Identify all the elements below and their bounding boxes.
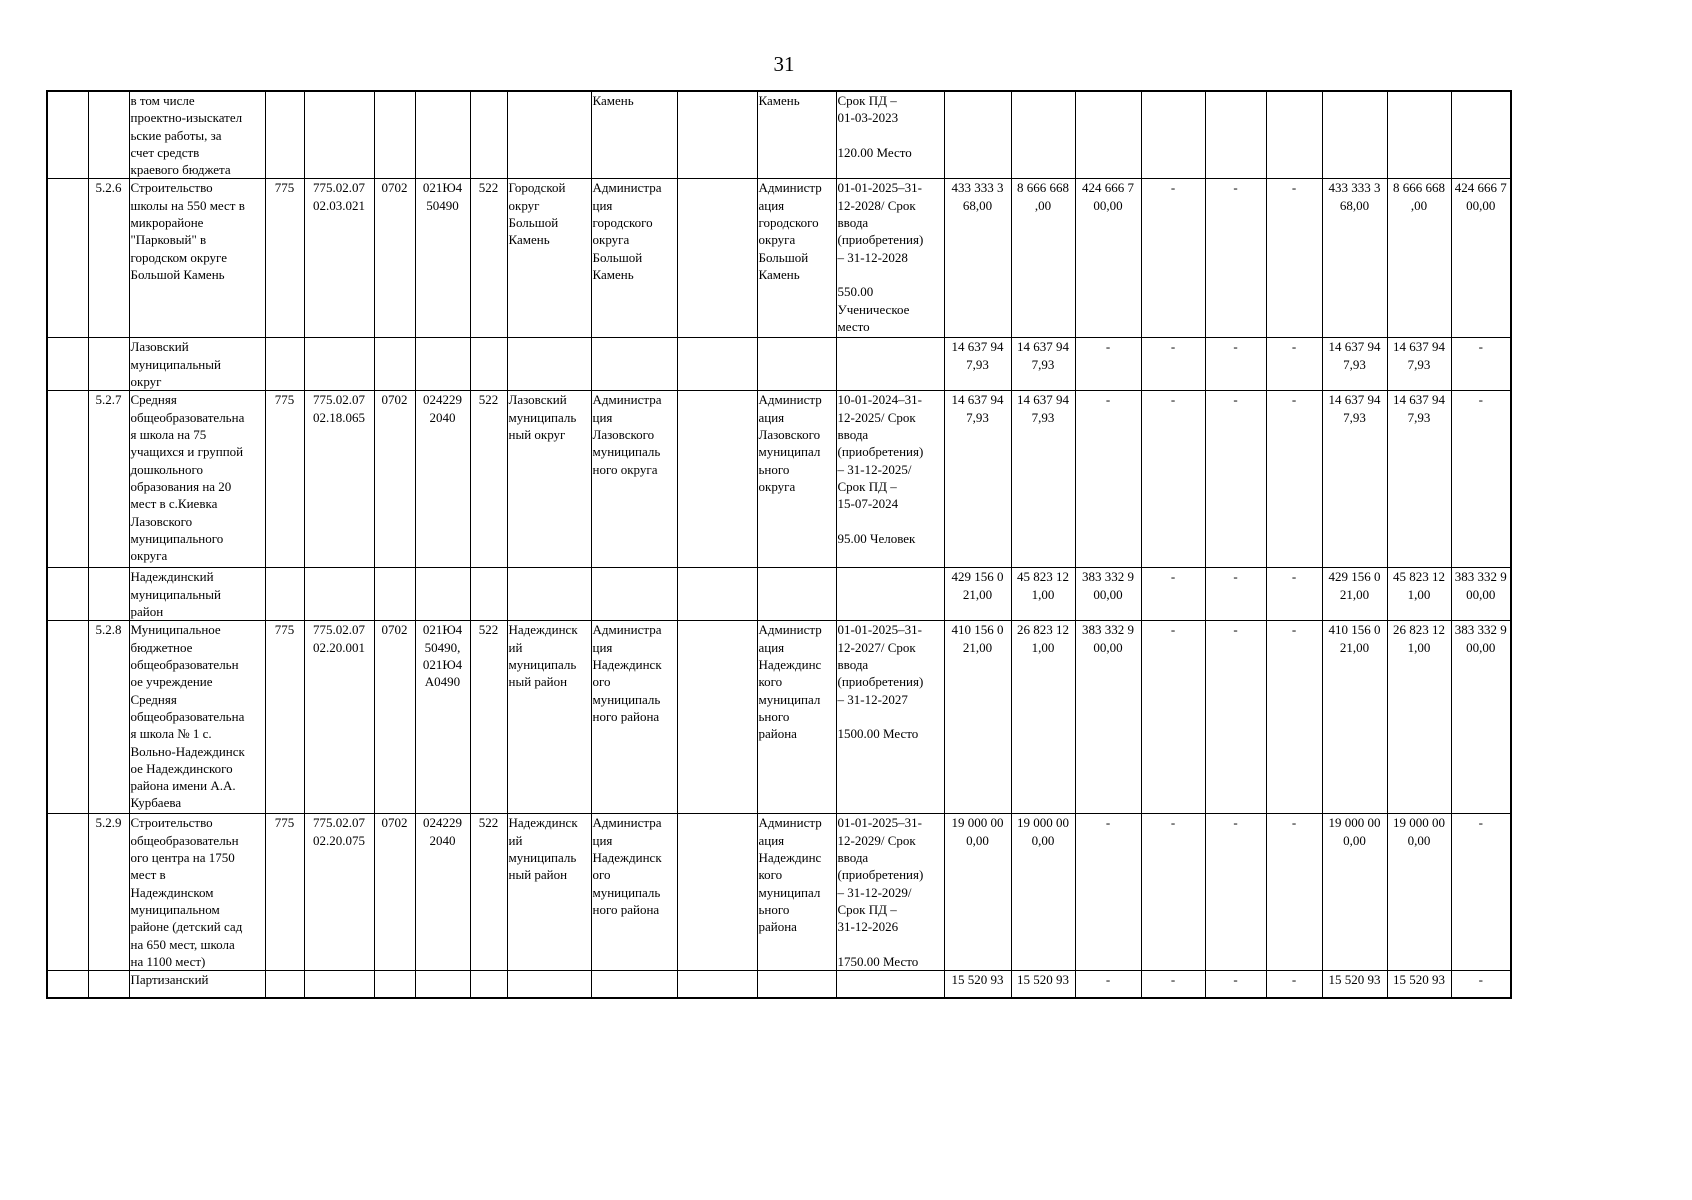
funding-year-3-cell: - [1141, 971, 1205, 999]
funding-year-2-cell: - [1075, 814, 1141, 971]
customer-cell [591, 338, 677, 391]
item-number-cell: 5.2.7 [88, 391, 129, 568]
object-name-cell: Средняя общеобразовательна я школа на 75 учащихся и группой дошкольного образования на 20 мест в с.Киевка Лазовского муниципального округа [129, 391, 265, 568]
regional-year-1-cell: 14 637 94 7,93 [1387, 338, 1451, 391]
developer-cell [757, 338, 836, 391]
funding-year-2-cell: - [1075, 391, 1141, 568]
item-number-cell: 5.2.8 [88, 621, 129, 814]
customer-cell: Камень [591, 91, 677, 179]
funding-total-cell: 433 333 3 68,00 [944, 179, 1011, 338]
regional-total-cell: 19 000 00 0,00 [1322, 814, 1387, 971]
funding-total-cell: 14 637 94 7,93 [944, 391, 1011, 568]
blank-cell-cell [47, 814, 88, 971]
expense-type-cell: 522 [470, 179, 507, 338]
municipality-cell: Городской округ Большой Камень [507, 179, 591, 338]
developer-cell: Администр ация городского округа Большой Камень [757, 179, 836, 338]
blank-cell-cell [47, 338, 88, 391]
section-code-cell [374, 338, 415, 391]
terms-and-capacity-cell [836, 568, 944, 621]
funding-total-cell: 19 000 00 0,00 [944, 814, 1011, 971]
regional-year-1-cell: 15 520 93 [1387, 971, 1451, 999]
regional-total-cell: 14 637 94 7,93 [1322, 391, 1387, 568]
funding-year-1-cell: 26 823 12 1,00 [1011, 621, 1075, 814]
municipality-cell: Надеждинск ий муниципаль ный район [507, 621, 591, 814]
object-name-cell: Лазовский муниципальный округ [129, 338, 265, 391]
funding-year-4-cell: - [1205, 338, 1266, 391]
object-name-cell: Надеждинский муниципальный район [129, 568, 265, 621]
regional-year-1-cell [1387, 91, 1451, 179]
empty-column-cell [677, 971, 757, 999]
municipality-cell: Лазовский муниципаль ный округ [507, 391, 591, 568]
blank-cell-cell [47, 179, 88, 338]
object-code-cell [304, 568, 374, 621]
funding-year-5-cell: - [1266, 568, 1322, 621]
terms-and-capacity-cell: 01-01-2025–31- 12-2029/ Срок ввода (приобретения) – 31-12-2029/ Срок ПД – 31-12-2026 1750.00 Место [836, 814, 944, 971]
customer-cell: Администра ция городского округа Большой Камень [591, 179, 677, 338]
funding-year-4-cell: - [1205, 568, 1266, 621]
target-article-cell: 021Ю4 50490, 021Ю4 А0490 [415, 621, 470, 814]
customer-cell: Администра ция Лазовского муниципаль ного округа [591, 391, 677, 568]
grbs-code-cell: 775 [265, 814, 304, 971]
object-name-cell: Строительство школы на 550 мест в микрорайоне "Парковый" в городском округе Большой Камень [129, 179, 265, 338]
object-code-cell: 775.02.07 02.03.021 [304, 179, 374, 338]
regional-year-1-cell: 14 637 94 7,93 [1387, 391, 1451, 568]
object-name-cell: Строительство общеобразовательн ого центра на 1750 мест в Надеждинском муниципальном районе (детский сад на 650 мест, школа на 1100 мест) [129, 814, 265, 971]
object-name-cell: Муниципальное бюджетное общеобразовательн ое учреждение Средняя общеобразовательна я школа № 1 с. Вольно-Надеждинск ое Надеждинского района имени А.А. Курбаева [129, 621, 265, 814]
object-code-cell [304, 971, 374, 999]
regional-year-2-cell: 383 332 9 00,00 [1451, 621, 1511, 814]
regional-total-cell: 433 333 3 68,00 [1322, 179, 1387, 338]
grbs-code-cell: 775 [265, 621, 304, 814]
item-number-cell: 5.2.6 [88, 179, 129, 338]
target-article-cell [415, 568, 470, 621]
regional-total-cell: 14 637 94 7,93 [1322, 338, 1387, 391]
funding-year-5-cell: - [1266, 814, 1322, 971]
table-row [47, 179, 1511, 338]
table-row [47, 814, 1511, 971]
empty-column-cell [677, 568, 757, 621]
blank-cell-cell [47, 568, 88, 621]
regional-year-1-cell: 45 823 12 1,00 [1387, 568, 1451, 621]
item-number-cell [88, 971, 129, 999]
expense-type-cell [470, 91, 507, 179]
funding-year-4-cell: - [1205, 621, 1266, 814]
funding-year-3-cell [1141, 91, 1205, 179]
regional-total-cell: 410 156 0 21,00 [1322, 621, 1387, 814]
section-code-cell [374, 971, 415, 999]
grbs-code-cell [265, 971, 304, 999]
target-article-cell: 021Ю4 50490 [415, 179, 470, 338]
target-article-cell [415, 971, 470, 999]
customer-cell: Администра ция Надеждинск ого муниципаль ного района [591, 814, 677, 971]
item-number-cell [88, 568, 129, 621]
developer-cell: Камень [757, 91, 836, 179]
regional-year-2-cell: 383 332 9 00,00 [1451, 568, 1511, 621]
funding-total-cell: 14 637 94 7,93 [944, 338, 1011, 391]
customer-cell [591, 971, 677, 999]
funding-year-2-cell: - [1075, 971, 1141, 999]
funding-year-4-cell: - [1205, 179, 1266, 338]
funding-year-2-cell: 383 332 9 00,00 [1075, 568, 1141, 621]
target-article-cell: 024229 2040 [415, 391, 470, 568]
funding-year-1-cell: 14 637 94 7,93 [1011, 391, 1075, 568]
grbs-code-cell [265, 338, 304, 391]
grbs-code-cell: 775 [265, 391, 304, 568]
funding-total-cell [944, 91, 1011, 179]
regional-year-1-cell: 8 666 668 ,00 [1387, 179, 1451, 338]
table-row [47, 971, 1511, 999]
funding-year-3-cell: - [1141, 391, 1205, 568]
funding-year-5-cell: - [1266, 391, 1322, 568]
terms-and-capacity-cell: 10-01-2024–31- 12-2025/ Срок ввода (приобретения) – 31-12-2025/ Срок ПД – 15-07-2024 95.00 Человек [836, 391, 944, 568]
grbs-code-cell: 775 [265, 179, 304, 338]
terms-and-capacity-cell [836, 971, 944, 999]
regional-year-2-cell: - [1451, 338, 1511, 391]
empty-column-cell [677, 621, 757, 814]
funding-year-2-cell: 383 332 9 00,00 [1075, 621, 1141, 814]
funding-year-1-cell: 15 520 93 [1011, 971, 1075, 999]
terms-and-capacity-cell [836, 338, 944, 391]
target-article-cell: 024229 2040 [415, 814, 470, 971]
section-code-cell: 0702 [374, 621, 415, 814]
developer-cell: Администр ация Надеждинс кого муниципал ьного района [757, 621, 836, 814]
funding-year-4-cell [1205, 91, 1266, 179]
funding-year-5-cell: - [1266, 621, 1322, 814]
funding-total-cell: 15 520 93 [944, 971, 1011, 999]
object-code-cell: 775.02.07 02.18.065 [304, 391, 374, 568]
developer-cell: Администр ация Надеждинс кого муниципал ьного района [757, 814, 836, 971]
funding-year-5-cell: - [1266, 338, 1322, 391]
funding-total-cell: 429 156 0 21,00 [944, 568, 1011, 621]
blank-cell-cell [47, 91, 88, 179]
funding-year-4-cell: - [1205, 971, 1266, 999]
section-code-cell: 0702 [374, 814, 415, 971]
item-number-cell: 5.2.9 [88, 814, 129, 971]
section-code-cell [374, 568, 415, 621]
regional-year-2-cell [1451, 91, 1511, 179]
expense-type-cell [470, 338, 507, 391]
object-code-cell: 775.02.07 02.20.001 [304, 621, 374, 814]
funding-year-4-cell: - [1205, 391, 1266, 568]
blank-cell-cell [47, 971, 88, 999]
funding-year-3-cell: - [1141, 338, 1205, 391]
municipality-cell: Надеждинск ий муниципаль ный район [507, 814, 591, 971]
empty-column-cell [677, 179, 757, 338]
regional-year-2-cell: - [1451, 391, 1511, 568]
empty-column-cell [677, 91, 757, 179]
funding-year-1-cell [1011, 91, 1075, 179]
investment-objects-table [46, 90, 1512, 999]
grbs-code-cell [265, 91, 304, 179]
funding-year-2-cell [1075, 91, 1141, 179]
target-article-cell [415, 338, 470, 391]
developer-cell [757, 971, 836, 999]
terms-and-capacity-cell: 01-01-2025–31- 12-2027/ Срок ввода (приобретения) – 31-12-2027 1500.00 Место [836, 621, 944, 814]
regional-total-cell: 429 156 0 21,00 [1322, 568, 1387, 621]
section-code-cell: 0702 [374, 179, 415, 338]
funding-total-cell: 410 156 0 21,00 [944, 621, 1011, 814]
section-code-cell: 0702 [374, 391, 415, 568]
funding-year-5-cell [1266, 91, 1322, 179]
object-name-cell: Партизанский [129, 971, 265, 999]
object-code-cell: 775.02.07 02.20.075 [304, 814, 374, 971]
empty-column-cell [677, 338, 757, 391]
regional-year-1-cell: 26 823 12 1,00 [1387, 621, 1451, 814]
funding-year-5-cell: - [1266, 971, 1322, 999]
municipality-cell [507, 971, 591, 999]
table-row [47, 621, 1511, 814]
grbs-code-cell [265, 568, 304, 621]
funding-year-4-cell: - [1205, 814, 1266, 971]
funding-year-3-cell: - [1141, 621, 1205, 814]
funding-year-1-cell: 8 666 668 ,00 [1011, 179, 1075, 338]
expense-type-cell: 522 [470, 621, 507, 814]
blank-cell-cell [47, 391, 88, 568]
funding-year-3-cell: - [1141, 568, 1205, 621]
funding-year-1-cell: 45 823 12 1,00 [1011, 568, 1075, 621]
object-code-cell [304, 91, 374, 179]
expense-type-cell [470, 568, 507, 621]
funding-year-1-cell: 19 000 00 0,00 [1011, 814, 1075, 971]
funding-year-3-cell: - [1141, 814, 1205, 971]
regional-year-2-cell: - [1451, 971, 1511, 999]
regional-year-2-cell: 424 666 7 00,00 [1451, 179, 1511, 338]
table-row [47, 338, 1511, 391]
municipality-cell [507, 568, 591, 621]
funding-year-5-cell: - [1266, 179, 1322, 338]
object-code-cell [304, 338, 374, 391]
expense-type-cell [470, 971, 507, 999]
empty-column-cell [677, 814, 757, 971]
municipality-cell [507, 338, 591, 391]
expense-type-cell: 522 [470, 814, 507, 971]
developer-cell: Администр ация Лазовского муниципал ьного округа [757, 391, 836, 568]
regional-total-cell [1322, 91, 1387, 179]
table-row [47, 391, 1511, 568]
municipality-cell [507, 91, 591, 179]
regional-year-1-cell: 19 000 00 0,00 [1387, 814, 1451, 971]
funding-year-3-cell: - [1141, 179, 1205, 338]
section-code-cell [374, 91, 415, 179]
page-number: 31 [773, 52, 795, 76]
developer-cell [757, 568, 836, 621]
funding-year-1-cell: 14 637 94 7,93 [1011, 338, 1075, 391]
terms-and-capacity-cell: 01-01-2025–31- 12-2028/ Срок ввода (приобретения) – 31-12-2028 550.00 Ученическое место [836, 179, 944, 338]
expense-type-cell: 522 [470, 391, 507, 568]
customer-cell: Администра ция Надеждинск ого муниципаль ного района [591, 621, 677, 814]
regional-year-2-cell: - [1451, 814, 1511, 971]
empty-column-cell [677, 391, 757, 568]
blank-cell-cell [47, 621, 88, 814]
customer-cell [591, 568, 677, 621]
table-row [47, 568, 1511, 621]
table-row [47, 91, 1511, 179]
target-article-cell [415, 91, 470, 179]
item-number-cell [88, 338, 129, 391]
regional-total-cell: 15 520 93 [1322, 971, 1387, 999]
funding-year-2-cell: - [1075, 338, 1141, 391]
funding-year-2-cell: 424 666 7 00,00 [1075, 179, 1141, 338]
object-name-cell: в том числе проектно-изыскател ьские работы, за счет средств краевого бюджета [129, 91, 265, 179]
terms-and-capacity-cell: Срок ПД – 01-03-2023 120.00 Место [836, 91, 944, 179]
item-number-cell [88, 91, 129, 179]
